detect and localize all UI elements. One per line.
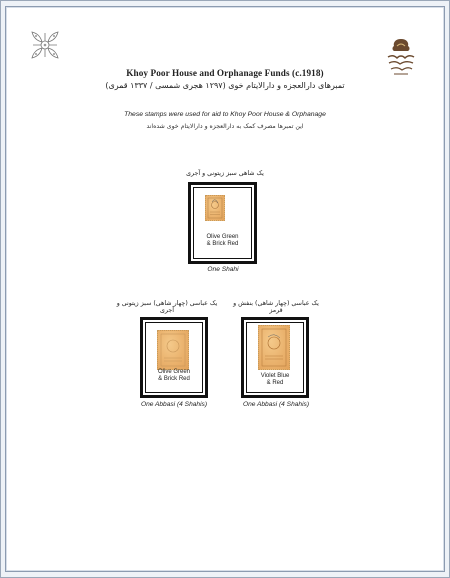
corner-ornament-icon — [30, 30, 60, 60]
stamp-label-persian: یک عباسی (چهار شاهی) سبز زیتونی و آجری — [116, 300, 218, 314]
stamp-color-caption — [196, 234, 249, 248]
stamp-label-persian: یک عباسی (چهار شاهی) بنفش و قرمز — [233, 300, 319, 314]
album-page — [5, 6, 445, 572]
stamp-color-caption — [148, 369, 200, 383]
usage-note-persian: این تمبرها مصرف کمک به دارالعجزه و دارالایتام خوی شده‌اند — [146, 123, 304, 130]
stamp-image — [157, 330, 189, 370]
stamp-color-line: Olive Green — [157, 369, 190, 375]
page-title-persian: تمبرهای دارالعجزه و دارالایتام خوی (۱۲۹۷ هجری شمسی / ۱۳۳۷ قمری) — [105, 81, 345, 90]
stamp-color-line: & Red — [266, 380, 284, 386]
stamp-design-icon — [158, 331, 188, 369]
stamp-color-line: Violet Blue — [260, 373, 290, 379]
stamp-design-icon — [259, 326, 289, 369]
usage-note: These stamps were used for aid to Khoy Poor House & Orphanage — [124, 111, 326, 118]
stamp-color-caption — [249, 373, 301, 387]
stamp-denomination: One Shahi — [207, 266, 239, 273]
stamp-image — [258, 325, 290, 370]
stamp-label-persian: یک شاهی سبز زیتونی و آجری — [186, 170, 264, 177]
stamp-color-line: & Brick Red — [206, 241, 239, 247]
stamp-denomination: One Abbasi (4 Shahis) — [242, 401, 310, 408]
stamp-color-line: & Brick Red — [158, 376, 190, 382]
stamp-color-line: Olive Green — [206, 234, 239, 240]
stamp-image — [205, 195, 225, 221]
stamp-denomination: One Abbasi (4 Shahis) — [140, 401, 208, 408]
stamp-design-icon — [206, 196, 224, 220]
page-title: Khoy Poor House and Orphanage Funds (c.1918) — [126, 68, 324, 78]
